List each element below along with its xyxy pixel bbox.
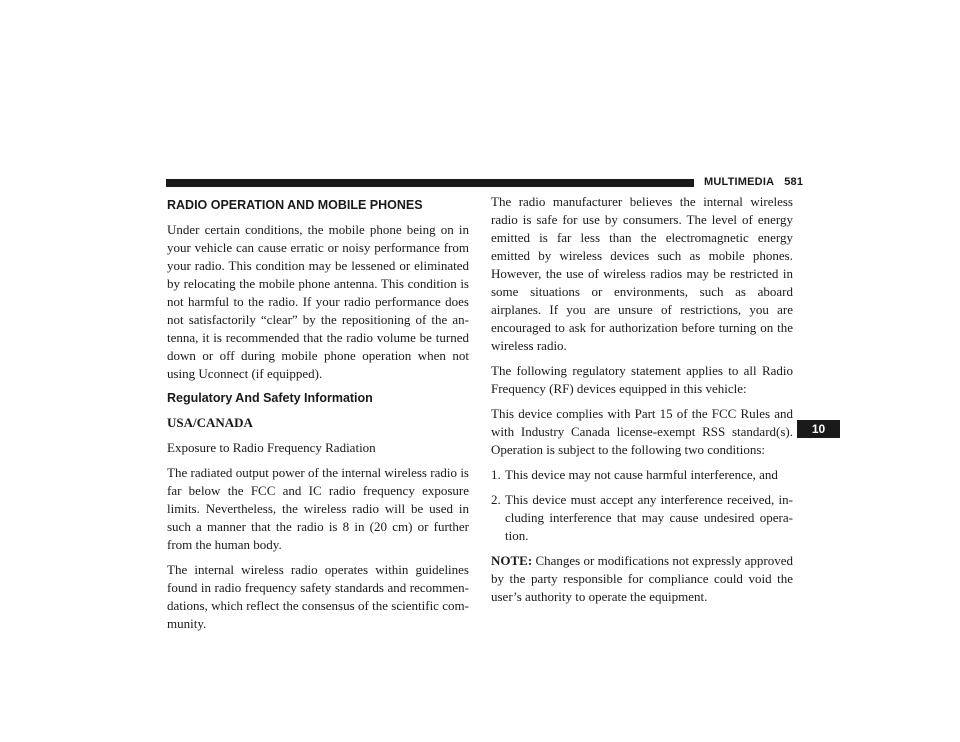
note-paragraph (491, 552, 793, 606)
section-heading: RADIO OPERATION AND MOBILE PHONES (167, 198, 423, 212)
guidelines-paragraph: The internal wireless radio operates within guidelines found in radio frequency safety standards and recommendations, which reflect the consensus of the scientific community. (167, 562, 469, 631)
chapter-tab: 10 (797, 420, 840, 438)
list-text: This device may not cause harmful interference, and (505, 467, 778, 482)
subsection-heading: Regulatory And Safety Information (167, 391, 373, 405)
right-column (491, 193, 793, 613)
compliance-paragraph: This device complies with Part 15 of the FCC Rules and with Industry Canada license-exempt RSS standard(s). Operation is subject to the following two conditions: (491, 406, 793, 457)
intro-paragraph: Under certain conditions, the mobile phone being on in your vehicle can cause erratic or noisy performance from your radio. This condition may be lessened or eliminated by relocating the mobile phone antenna. This condition is not harmful to the radio. If your radio performance does not satisfactorily “clear” by the repositioning of the antenna, it is recommended that the radio volume be turned down or off during mobile phone operation when not using Uconnect (if equipped). (167, 222, 469, 381)
page-number: 581 (784, 176, 804, 188)
section-title: MULTIMEDIA (704, 176, 775, 188)
left-column (167, 197, 469, 640)
manufacturer-paragraph: The radio manufacturer believes the internal wireless radio is safe for use by consumers. The level of energy emitted is far less than the electromagnetic energy emitted by wireless devices such as mobile phones. However, the use of wireless radios may be restricted in some situations or environments, such as aboard airplanes. If you are unsure of restrictions, you are encouraged to ask for authorization before turning on the wireless radio. (491, 194, 793, 353)
running-header (704, 176, 834, 188)
header-rule (166, 179, 694, 187)
note-text: Changes or modifications not expressly approved by the party responsible for compliance could void the user’s authority to operate the equipment. (491, 553, 793, 604)
list-item (491, 466, 793, 484)
regulatory-paragraph: The following regulatory statement applies to all Radio Frequency (RF) devices equipped in this vehicle: (491, 363, 793, 396)
list-number: 2. (491, 492, 501, 507)
list-text: This device must accept any interference received, including interference that may cause undesired operation. (505, 492, 793, 543)
radiated-power-paragraph: The radiated output power of the internal wireless radio is far below the FCC and IC radio frequency exposure limits. Nevertheless, the wireless radio will be used in such a manner that the radio is 8 in (20 cm) or further from the human body. (167, 465, 469, 552)
list-item (491, 491, 793, 545)
region-label: USA/CANADA (167, 415, 253, 430)
exposure-title: Exposure to Radio Frequency Radiation (167, 440, 376, 455)
note-label: NOTE: (491, 553, 533, 568)
list-number: 1. (491, 467, 501, 482)
